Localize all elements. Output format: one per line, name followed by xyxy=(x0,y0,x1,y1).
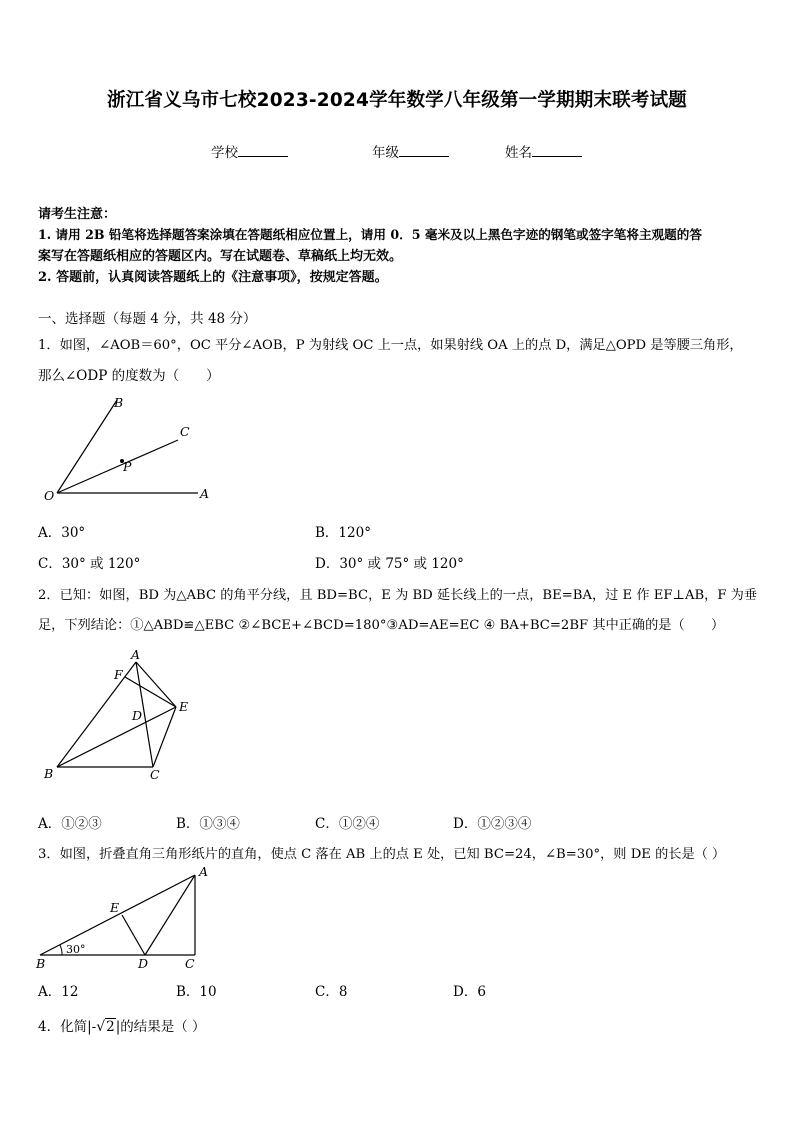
side-ba xyxy=(57,662,136,767)
label-o: O xyxy=(44,488,55,503)
q1-line-2: 那么∠ODP 的度数为（ ） xyxy=(38,368,220,384)
q1-option-d[interactable]: D．30° 或 75° 或 120° xyxy=(315,556,464,572)
hypotenuse-ba xyxy=(40,875,195,955)
grade-field xyxy=(372,141,449,161)
label-p: P xyxy=(123,459,132,474)
q4-line-1 xyxy=(38,1015,206,1035)
q2-line-2: 足，下列结论：①△ABD≌△EBC ②∠BCE+∠BCD=180°③AD=AE=EC ④ BA+BC=2BF 其中正确的是（ ） xyxy=(38,618,725,633)
label-e: E xyxy=(110,900,120,915)
q2-option-b[interactable]: B．①③④ xyxy=(176,816,240,832)
q2-figure xyxy=(38,645,198,785)
q1-option-a[interactable]: A．30° xyxy=(38,525,86,541)
q2-option-d[interactable]: D．①②③④ xyxy=(453,816,532,832)
label-c: C xyxy=(185,956,195,971)
q3-option-c[interactable]: C．8 xyxy=(315,984,348,1000)
label-a: A xyxy=(200,486,210,501)
angle-arc xyxy=(60,945,62,955)
notice-header: 请考生注意： xyxy=(38,207,117,222)
school-field xyxy=(211,141,288,161)
q1-line-1: 1．如图，∠AOB＝60°，OC 平分∠AOB，P 为射线 OC 上一点，如果射线 OA 上的点 D，满足△OPD 是等腰三角形， xyxy=(38,338,743,353)
segment-ce xyxy=(153,707,176,767)
fold-ad xyxy=(145,875,195,955)
label-e: E xyxy=(179,699,189,714)
label-b: B xyxy=(114,395,124,410)
q3-option-a[interactable]: A．12 xyxy=(38,984,79,1000)
label-f: F xyxy=(114,667,123,682)
q3-line-1: 3．如图，折叠直角三角形纸片的直角，使点 C 落在 AB 上的点 E 处，已知 BC=24，∠B=30°，则 DE 的长是（ ） xyxy=(38,847,726,862)
q2-line-1: 2．已知：如图，BD 为△ABC 的角平分线，且 BD=BC，E 为 BD 延长线上的一点，BE=BA，过 E 作 EF⊥AB，F 为垂 xyxy=(38,588,758,603)
q2-option-c[interactable]: C．①②④ xyxy=(315,816,380,832)
segment-ed xyxy=(122,915,145,955)
section-heading: 一、选择题（每题 4 分，共 48 分） xyxy=(38,311,257,327)
segment-fe xyxy=(125,677,176,707)
name-blank xyxy=(532,144,582,157)
grade-label: 年级 xyxy=(372,145,399,161)
q4-suffix: |的结果是（ ） xyxy=(115,1019,206,1035)
q3-option-b[interactable]: B．10 xyxy=(176,984,217,1000)
q3-option-d[interactable]: D．6 xyxy=(453,984,486,1000)
notice-line-1a: 1. 请用 2B 铅笔将选择题答案涂填在答题纸相应位置上，请用 0．5 毫米及以上黑色字迹的钢笔或签字笔将主观题的答 xyxy=(38,227,702,242)
q1-figure xyxy=(30,385,230,510)
label-c: C xyxy=(150,767,160,782)
label-b: B xyxy=(36,956,46,971)
segment-be xyxy=(57,707,176,767)
ray-ob xyxy=(57,400,117,493)
school-blank xyxy=(238,144,288,157)
q1-option-b[interactable]: B．120° xyxy=(315,525,371,541)
notice-line-2: 2. 答题前，认真阅读答题纸上的《注意事项》，按规定答题。 xyxy=(38,270,388,285)
notice-line-1b: 案写在答题纸相应的答题区内。写在试题卷、草稿纸上均无效。 xyxy=(38,249,403,264)
q3-figure xyxy=(30,862,220,974)
label-angle: 30° xyxy=(66,943,86,956)
school-label: 学校 xyxy=(211,145,238,161)
q2-option-a[interactable]: A．①②③ xyxy=(38,816,102,832)
name-field xyxy=(505,141,582,161)
q1-option-c[interactable]: C．30° 或 120° xyxy=(38,556,141,572)
label-b: B xyxy=(44,766,54,781)
ray-oc xyxy=(57,440,178,493)
sqrt-radicand: 2 xyxy=(106,1019,115,1035)
name-label: 姓名 xyxy=(505,145,532,161)
q4-prefix: 4．化简|- xyxy=(38,1019,97,1035)
label-c: C xyxy=(180,424,190,439)
label-a: A xyxy=(199,864,209,879)
label-d: D xyxy=(138,956,149,971)
label-a: A xyxy=(131,647,141,662)
sqrt-expression xyxy=(96,1019,116,1035)
sqrt-sign: √ xyxy=(96,1019,106,1035)
label-d: D xyxy=(132,708,143,723)
grade-blank xyxy=(399,144,449,157)
page-title: 浙江省义乌市七校2023-2024学年数学八年级第一学期期末联考试题 xyxy=(107,90,687,111)
